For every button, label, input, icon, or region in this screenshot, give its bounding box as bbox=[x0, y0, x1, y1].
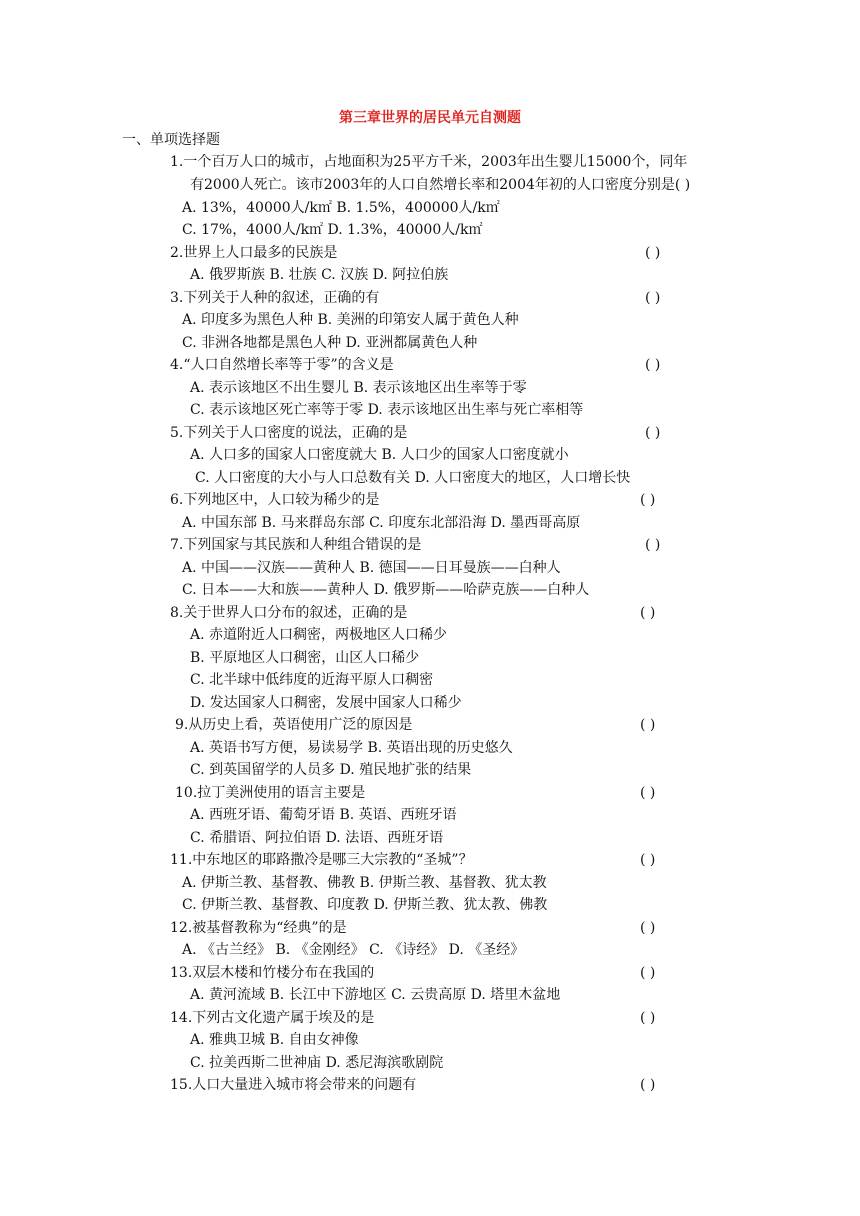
text-line: C. 拉美西斯二世神庙 D. 悉尼海滨歌剧院 bbox=[190, 1055, 444, 1071]
answer-bracket: ( ) bbox=[645, 245, 661, 261]
text-line: 4.“人口自然增长率等于零”的含义是 bbox=[170, 357, 394, 373]
text-line: 2.世界上人口最多的民族是 bbox=[170, 245, 338, 261]
text-line: 12.被基督教称为“经典”的是 bbox=[170, 920, 347, 936]
text-line: 7.下列国家与其民族和人种组合错误的是 bbox=[170, 537, 422, 553]
text-line: 8.关于世界人口分布的叙述，正确的是 bbox=[170, 605, 408, 621]
text-line: 11.中东地区的耶路撒冷是哪三大宗教的“圣城”？ bbox=[170, 852, 473, 868]
text-line: A. 俄罗斯族 B. 壮族 C. 汉族 D. 阿拉伯族 bbox=[190, 267, 449, 283]
text-line: A. 表示该地区不出生婴儿 B. 表示该地区出生率等于零 bbox=[190, 380, 527, 396]
text-line: B. 平原地区人口稠密，山区人口稀少 bbox=[190, 650, 420, 666]
answer-bracket: ( ) bbox=[640, 1010, 656, 1026]
text-line: 6.下列地区中，人口较为稀少的是 bbox=[170, 492, 380, 508]
text-line: C. 人口密度的大小与人口总数有关 D. 人口密度大的地区，人口增长快 bbox=[195, 470, 631, 486]
text-line: 10.拉丁美洲使用的语言主要是 bbox=[175, 785, 366, 801]
text-line: 15.人口大量进入城市将会带来的问题有 bbox=[170, 1077, 417, 1093]
text-line: C. 伊斯兰教、基督教、印度教 D. 伊斯兰教、犹太教、佛教 bbox=[182, 897, 548, 913]
text-line: C. 北半球中低纬度的近海平原人口稠密 bbox=[190, 672, 434, 688]
text-line: A. 13%，40000人/k㎡ B. 1.5%，400000人/k㎡ bbox=[182, 200, 500, 216]
text-line: A. 中国——汉族——黄种人 B. 德国——日耳曼族——白种人 bbox=[182, 560, 561, 576]
text-line: 9.从历史上看，英语使用广泛的原因是 bbox=[175, 717, 413, 733]
answer-bracket: ( ) bbox=[640, 717, 656, 733]
text-line: C. 表示该地区死亡率等于零 D. 表示该地区出生率与死亡率相等 bbox=[190, 402, 584, 418]
text-line: 14.下列古文化遗产属于埃及的是 bbox=[170, 1010, 375, 1026]
section-heading: 一、单项选择题 bbox=[122, 132, 220, 148]
answer-bracket: ( ) bbox=[640, 852, 656, 868]
text-line: A. 伊斯兰教、基督教、佛教 B. 伊斯兰教、基督教、犹太教 bbox=[182, 875, 547, 891]
text-line: C. 希腊语、阿拉伯语 D. 法语、西班牙语 bbox=[190, 830, 444, 846]
text-line: C. 日本——大和族——黄种人 D. 俄罗斯——哈萨克族——白种人 bbox=[182, 582, 590, 598]
answer-bracket: ( ) bbox=[645, 425, 661, 441]
answer-bracket: ( ) bbox=[645, 357, 661, 373]
text-line: 13.双层木楼和竹楼分布在我国的 bbox=[170, 965, 375, 981]
text-line: 1.一个百万人口的城市，占地面积为25平方千米，2003年出生婴儿15000个，同年 bbox=[170, 154, 688, 170]
text-line: A. 人口多的国家人口密度就大 B. 人口少的国家人口密度就小 bbox=[190, 447, 569, 463]
answer-bracket: ( ) bbox=[640, 1077, 656, 1093]
text-line: C. 到英国留学的人员多 D. 殖民地扩张的结果 bbox=[190, 762, 472, 778]
text-line: 有2000人死亡。该市2003年的人口自然增长率和2004年初的人口密度分别是( ) bbox=[190, 177, 691, 193]
text-line: 5.下列关于人口密度的说法，正确的是 bbox=[170, 425, 408, 441]
text-line: A. 黄河流域 B. 长江中下游地区 C. 云贵高原 D. 塔里木盆地 bbox=[190, 987, 561, 1003]
answer-bracket: ( ) bbox=[640, 492, 656, 508]
text-line: A. 印度多为黑色人种 B. 美洲的印第安人属于黄色人种 bbox=[182, 312, 519, 328]
answer-bracket: ( ) bbox=[640, 920, 656, 936]
text-line: A. 英语书写方便，易读易学 B. 英语出现的历史悠久 bbox=[190, 740, 513, 756]
page-title: 第三章世界的居民单元自测题 bbox=[339, 110, 521, 126]
text-line: 3.下列关于人种的叙述，正确的有 bbox=[170, 290, 380, 306]
text-line: A. 《古兰经》 B. 《金刚经》 C. 《诗经》 D. 《圣经》 bbox=[182, 942, 525, 958]
answer-bracket: ( ) bbox=[645, 290, 661, 306]
text-line: A. 中国东部 B. 马来群岛东部 C. 印度东北部沿海 D. 墨西哥高原 bbox=[182, 515, 581, 531]
text-line: A. 雅典卫城 B. 自由女神像 bbox=[190, 1032, 359, 1048]
text-line: C. 17%，4000人/k㎡ D. 1.3%，40000人/k㎡ bbox=[182, 222, 483, 238]
answer-bracket: ( ) bbox=[640, 605, 656, 621]
answer-bracket: ( ) bbox=[640, 785, 656, 801]
answer-bracket: ( ) bbox=[645, 537, 661, 553]
text-line: A. 西班牙语、葡萄牙语 B. 英语、西班牙语 bbox=[190, 807, 457, 823]
text-line: C. 非洲各地都是黑色人种 D. 亚洲都属黄色人种 bbox=[182, 335, 478, 351]
text-line: D. 发达国家人口稠密，发展中国家人口稀少 bbox=[190, 695, 462, 711]
answer-bracket: ( ) bbox=[640, 965, 656, 981]
text-line: A. 赤道附近人口稠密，两极地区人口稀少 bbox=[190, 627, 448, 643]
